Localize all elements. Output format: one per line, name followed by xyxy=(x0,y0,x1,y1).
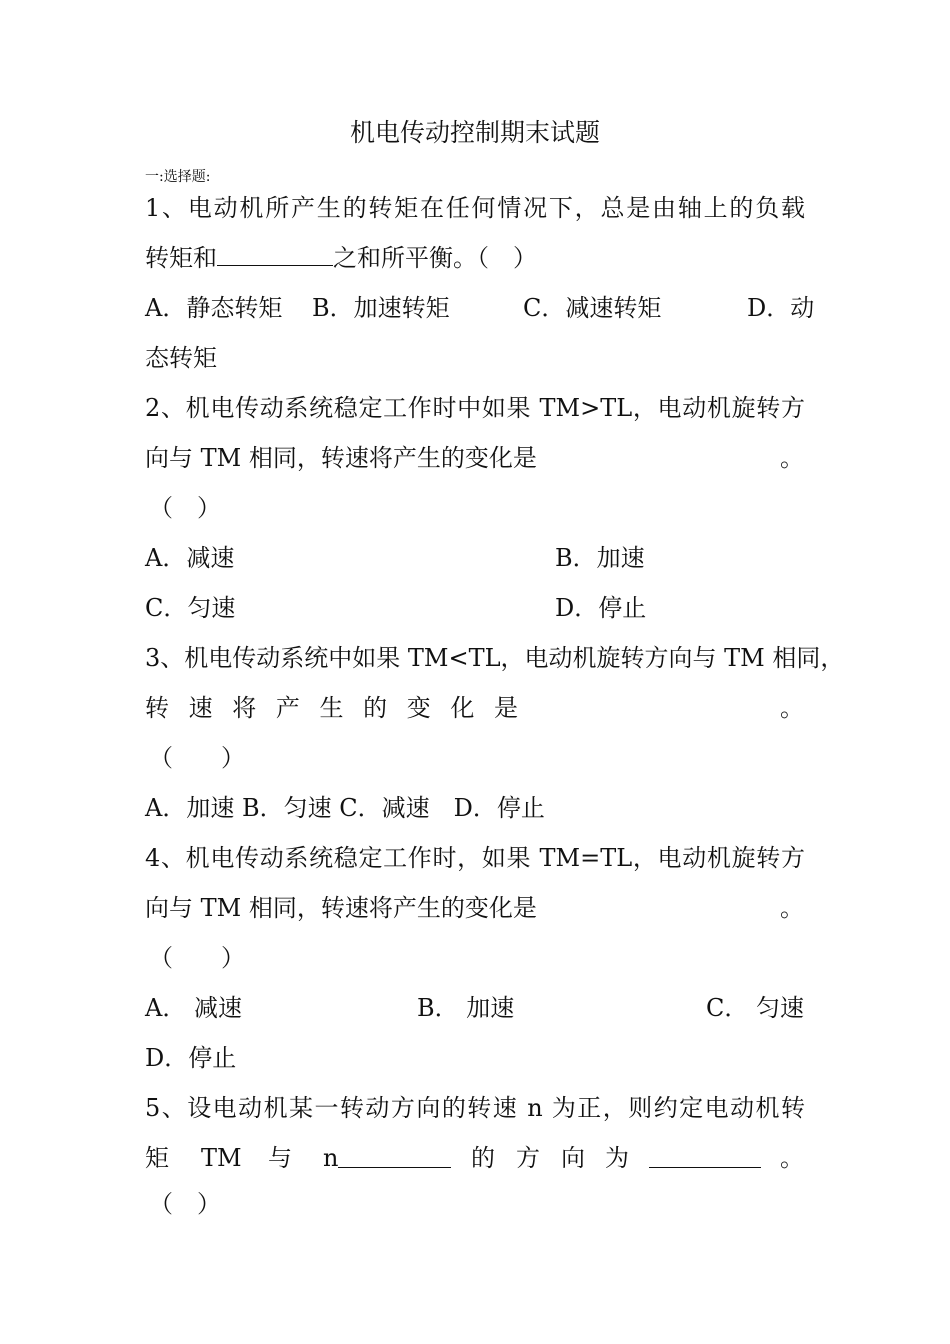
q3-period: 。 xyxy=(780,694,804,722)
q2-option-b: B．加速 xyxy=(555,544,645,572)
q2-option-a: A．减速 xyxy=(145,544,235,572)
q1-option-d-cont: 态转矩 xyxy=(145,344,217,372)
q4-option-c: C． 匀速 xyxy=(706,994,804,1022)
page-title: 机电传动控制期末试题 xyxy=(349,118,600,147)
q5-line2-w6: 方 xyxy=(516,1144,540,1172)
q2-answer-paren[interactable]: （ ） xyxy=(149,494,221,522)
q1-option-d: D．动 xyxy=(747,294,815,322)
q5-blank-2[interactable] xyxy=(649,1145,761,1168)
q2-period: 。 xyxy=(780,444,804,472)
q4-period: 。 xyxy=(780,894,804,922)
q4-option-a: A． 减速 xyxy=(145,994,242,1022)
q1-option-a: A．静态转矩 xyxy=(145,294,283,322)
q2-option-d: D．停止 xyxy=(555,594,647,622)
section-heading: 一:选择题: xyxy=(145,169,211,185)
q4-answer-paren[interactable]: （ ） xyxy=(149,944,245,972)
q1-answer-blank[interactable] xyxy=(217,243,333,266)
q1-line2-end: 之和所平衡。（ ） xyxy=(333,244,537,272)
q4-option-d: D．停止 xyxy=(145,1044,237,1072)
q1-option-c: C．减速转矩 xyxy=(523,294,662,322)
q5-answer-paren[interactable]: （ ） xyxy=(149,1190,221,1218)
q5-line2-w7: 向 xyxy=(561,1144,585,1172)
q3-answer-paren[interactable]: （ ） xyxy=(149,744,245,772)
q1-line2 xyxy=(145,243,537,273)
q5-period: 。 xyxy=(780,1144,804,1172)
q1-line2-start: 转矩和 xyxy=(145,244,217,272)
q5-line1: 5、设电动机某一转动方向的转速 n 为正，则约定电动机转 xyxy=(145,1094,805,1122)
q1-line1: 1、电动机所产生的转矩在任何情况下，总是由轴上的负载 xyxy=(145,194,805,222)
q5-line2-w2: TM xyxy=(201,1144,242,1172)
q5-line2-w8: 为 xyxy=(605,1144,629,1172)
q5-line2-w4: n xyxy=(323,1144,339,1172)
q3-line2: 转 速 将 产 生 的 变 化 是 xyxy=(145,694,525,722)
q5-line2-w1: 矩 xyxy=(145,1144,169,1172)
q5-line2-w3: 与 xyxy=(268,1144,292,1172)
q5-blank-1[interactable] xyxy=(338,1145,451,1168)
q5-line2-w5: 的 xyxy=(471,1144,495,1172)
q2-line1: 2、机电传动系统稳定工作时中如果 TM>TL，电动机旋转方 xyxy=(145,394,805,422)
q4-line2: 向与 TM 相同，转速将产生的变化是 xyxy=(145,894,537,922)
q4-option-b: B． 加速 xyxy=(417,994,515,1022)
q3-line1: 3、机电传动系统中如果 TM<TL，电动机旋转方向与 TM 相同， xyxy=(145,644,845,672)
q2-option-c: C．匀速 xyxy=(145,594,236,622)
q4-line1: 4、机电传动系统稳定工作时，如果 TM=TL，电动机旋转方 xyxy=(145,844,805,872)
q2-line2: 向与 TM 相同，转速将产生的变化是 xyxy=(145,444,537,472)
q1-option-b: B．加速转矩 xyxy=(312,294,450,322)
q3-options: A．加速 B．匀速 C．减速 D．停止 xyxy=(145,794,545,822)
